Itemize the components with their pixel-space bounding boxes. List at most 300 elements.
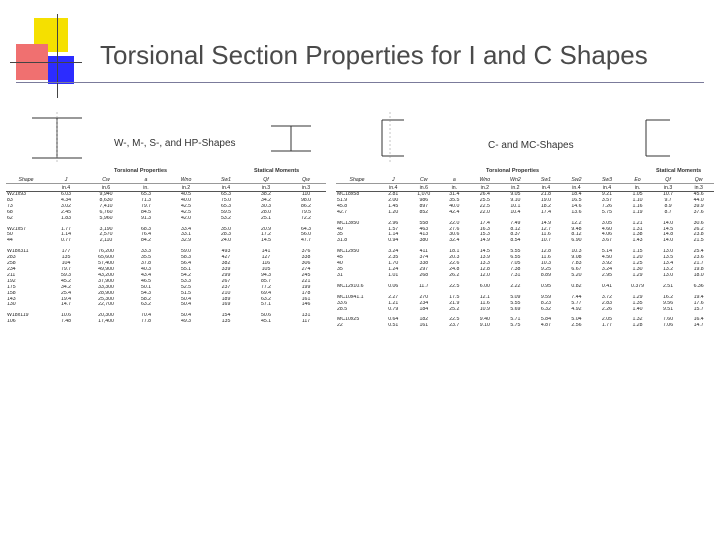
right-table-family-title: C- and MC-Shapes — [488, 140, 574, 151]
column-header: J — [378, 176, 409, 184]
value-cell: 5.14 — [601, 249, 613, 255]
column-header: a — [439, 176, 470, 184]
value-cell: 7.48 — [60, 319, 72, 325]
column-header: Wn2 — [500, 176, 531, 184]
value-cell: 9.10 — [479, 323, 490, 329]
value-cell: 297 — [419, 266, 429, 272]
value-cell: 77.2 — [260, 284, 272, 290]
value-cell: 52.5 — [180, 284, 192, 290]
value-cell: 84.5 — [140, 209, 152, 215]
shape-cell: MC12x10.6 — [337, 283, 364, 289]
value-cell: 8.9 — [664, 203, 672, 209]
shape-cell: 31.8 — [337, 238, 348, 244]
value-cell: 4.34 — [60, 197, 72, 203]
value-cell: 374 — [419, 255, 429, 261]
i-shape-diagram — [12, 108, 102, 168]
column-header: Wno — [166, 176, 206, 184]
value-cell: 20.3 — [449, 255, 460, 261]
value-cell: 7.05 — [510, 261, 521, 267]
value-cell: 1.77 — [601, 323, 613, 329]
value-cell: 7,410 — [99, 203, 113, 209]
value-cell: 22.6 — [449, 261, 460, 267]
shape-cell: 40 — [337, 226, 343, 232]
value-cell: 161 — [419, 323, 429, 329]
value-cell: 5.55 — [510, 249, 521, 255]
value-cell: 25.2 — [449, 306, 460, 312]
header-row — [6, 176, 326, 184]
value-cell: 16.4 — [693, 317, 704, 323]
value-cell: 6.55 — [510, 255, 521, 261]
value-cell: 5.75 — [510, 323, 521, 329]
column-header: Qf — [653, 176, 684, 184]
value-cell: 19.4 — [60, 296, 72, 302]
unit-header: in.4 — [378, 184, 409, 192]
value-cell: 16.3 — [479, 226, 490, 232]
value-cell: 0.51 — [388, 323, 399, 329]
value-cell: 411 — [419, 249, 428, 255]
value-cell: 413 — [419, 232, 429, 238]
unit-header: in. — [439, 184, 470, 192]
value-cell: 14.5 — [479, 249, 490, 255]
column-header: Sw2 — [561, 176, 592, 184]
shape-cell: MC13x50 — [337, 220, 360, 226]
unit-header: in.6 — [86, 184, 126, 192]
value-cell: 58.2 — [140, 296, 152, 302]
value-cell: 339 — [221, 266, 231, 272]
value-cell: 2.83 — [601, 300, 613, 306]
value-cell: 0.82 — [571, 283, 582, 289]
value-cell: 0.64 — [388, 317, 399, 323]
value-cell: 34.2 — [60, 284, 72, 290]
value-cell: 1.20 — [388, 209, 399, 215]
value-cell: 135 — [221, 319, 231, 325]
value-cell: 37,900 — [98, 278, 114, 284]
value-cell: 1.83 — [60, 215, 72, 221]
value-cell: 45.2 — [60, 278, 72, 284]
value-cell: 8.12 — [510, 226, 521, 232]
value-cell: 14.8 — [662, 232, 674, 238]
value-cell: 1.57 — [388, 226, 399, 232]
value-cell: 15.7 — [693, 306, 704, 312]
value-cell: 6.90 — [571, 238, 582, 244]
column-header: Eo — [622, 176, 653, 184]
column-header: Sw1 — [531, 176, 562, 184]
value-cell: 1.43 — [632, 238, 643, 244]
column-header: J — [46, 176, 86, 184]
value-cell: 20.9 — [260, 226, 272, 232]
value-cell: 86.2 — [300, 203, 312, 209]
value-cell: 3.24 — [388, 249, 399, 255]
unit-header: in. — [622, 184, 653, 192]
value-cell: 117 — [301, 319, 311, 325]
value-cell: 13.3 — [479, 261, 490, 267]
value-cell: 3.02 — [60, 203, 72, 209]
value-cell: 56.4 — [180, 261, 192, 267]
value-cell: 8.23 — [540, 300, 551, 306]
value-cell: 7.26 — [601, 203, 613, 209]
value-cell: 3.92 — [601, 261, 613, 267]
left-data-table — [6, 176, 326, 325]
value-cell: 12.0 — [479, 272, 490, 278]
value-cell: 4.87 — [540, 323, 551, 329]
shape-cell: 35 — [337, 266, 343, 272]
shape-cell: MC12x50 — [337, 249, 360, 255]
value-cell: 46.5 — [140, 278, 152, 284]
value-cell: 245 — [301, 272, 311, 278]
value-cell: 38.2 — [260, 191, 272, 197]
shape-cell: 45 — [337, 255, 343, 261]
left-table-panel — [6, 104, 328, 372]
value-cell: 234 — [419, 300, 429, 306]
title-divider — [16, 82, 704, 83]
value-cell: 380 — [419, 238, 429, 244]
shape-cell: 211 — [7, 272, 16, 278]
header-row — [336, 176, 714, 184]
shape-cell: 42.7 — [337, 209, 348, 215]
value-cell: 10.9 — [479, 306, 490, 312]
value-cell: 0.379 — [631, 283, 644, 289]
value-cell: 68.3 — [140, 226, 152, 232]
value-cell: 184 — [419, 306, 429, 312]
value-cell: 1.45 — [388, 203, 399, 209]
units-row — [336, 184, 714, 192]
value-cell: 65.3 — [140, 191, 152, 197]
value-cell: 338 — [301, 255, 311, 261]
value-cell: 161 — [301, 296, 311, 302]
value-cell: 5.04 — [571, 317, 582, 323]
shape-cell: W18x311 — [7, 249, 29, 255]
unit-header: in.4 — [531, 184, 562, 192]
shape-cell: 28.5 — [337, 306, 348, 312]
value-cell: 6,760 — [99, 209, 113, 215]
value-cell: 4.60 — [601, 226, 613, 232]
value-cell: 154 — [221, 313, 231, 319]
value-cell: 71.3 — [140, 197, 152, 203]
value-cell: 10.3 — [540, 261, 551, 267]
unit-header — [6, 184, 46, 192]
value-cell: 50.6 — [260, 313, 272, 319]
value-cell: 35.0 — [220, 226, 232, 232]
value-cell: 9.25 — [540, 266, 551, 272]
value-cell: 177 — [61, 249, 71, 255]
value-cell: 5.20 — [571, 272, 582, 278]
value-cell: 9.10 — [510, 197, 521, 203]
value-cell: 13.4 — [662, 261, 674, 267]
value-cell: 17.5 — [449, 294, 460, 300]
shape-cell: 45.8 — [337, 203, 348, 209]
value-cell: 1.25 — [632, 261, 643, 267]
shape-cell: 234 — [7, 266, 16, 272]
value-cell: 42.5 — [180, 209, 192, 215]
value-cell: 49,900 — [98, 266, 114, 272]
value-cell: 1.21 — [632, 220, 643, 226]
value-cell: 94.3 — [260, 272, 272, 278]
shape-cell: 73 — [7, 203, 13, 209]
value-cell: 110 — [301, 191, 311, 197]
shape-cell: MC10x41.1 — [337, 294, 364, 300]
value-cell: 21.7 — [693, 261, 704, 267]
value-cell: 5.69 — [510, 306, 521, 312]
value-cell: 1.30 — [632, 266, 643, 272]
value-cell: 2.95 — [601, 272, 613, 278]
value-cell: 12.8 — [479, 266, 490, 272]
value-cell: 47.7 — [300, 238, 312, 244]
value-cell: 19.0 — [540, 197, 551, 203]
value-cell: 58.3 — [180, 255, 192, 261]
value-cell: 40.0 — [449, 203, 460, 209]
value-cell: 76,200 — [98, 249, 114, 255]
value-cell: 23.6 — [693, 255, 704, 261]
left-table-header — [6, 104, 328, 174]
value-cell: 4.92 — [571, 306, 582, 312]
value-cell: 45.6 — [693, 191, 704, 197]
value-cell: 37.6 — [693, 209, 704, 215]
value-cell: 98.0 — [300, 197, 312, 203]
column-header: Sw1 — [206, 176, 246, 184]
value-cell: 21.8 — [540, 191, 551, 197]
value-cell: 1.05 — [632, 191, 643, 197]
unit-header: in.3 — [246, 184, 286, 192]
value-cell: 182 — [419, 317, 429, 323]
shape-cell: 40 — [337, 261, 343, 267]
unit-header: in.4 — [46, 184, 86, 192]
unit-header — [336, 184, 378, 192]
shape-cell: 50 — [7, 232, 13, 238]
value-cell: 14.7 — [60, 302, 72, 308]
value-cell: 7.31 — [510, 272, 521, 278]
value-cell: 53.2 — [220, 215, 232, 221]
value-cell: 25.5 — [479, 197, 490, 203]
value-cell: 85.7 — [260, 278, 272, 284]
value-cell: 28.3 — [220, 232, 232, 238]
value-cell: 9.48 — [571, 226, 582, 232]
column-header: Shape — [6, 176, 46, 184]
column-header: Wno — [470, 176, 501, 184]
value-cell: 2.05 — [601, 317, 613, 323]
value-cell: 1.40 — [632, 306, 643, 312]
value-cell: 116 — [261, 261, 271, 267]
value-cell: 45.1 — [260, 319, 272, 325]
value-cell: 1.29 — [632, 272, 643, 278]
value-cell: 135 — [61, 255, 71, 261]
value-cell: 0.95 — [540, 283, 551, 289]
value-cell: 427 — [221, 255, 231, 261]
channel-shape-diagram — [342, 106, 442, 170]
value-cell: 24.0 — [220, 238, 232, 244]
value-cell: 5.77 — [571, 300, 582, 306]
value-cell: 1.28 — [632, 323, 643, 329]
value-cell: 9.56 — [662, 300, 674, 306]
value-cell: 9.05 — [510, 191, 521, 197]
value-cell: 57.1 — [260, 302, 272, 308]
value-cell: 274 — [301, 266, 311, 272]
value-cell: 0.77 — [60, 238, 72, 244]
value-cell: 0.06 — [388, 283, 399, 289]
value-cell: 1.70 — [388, 261, 399, 267]
shape-cell: 62 — [7, 215, 13, 221]
value-cell: 11.6 — [541, 255, 551, 261]
value-cell: 463 — [419, 226, 429, 232]
value-cell: 13.9 — [479, 255, 490, 261]
value-cell: 1.20 — [632, 255, 643, 261]
table-row — [336, 323, 714, 329]
value-cell: 268 — [419, 272, 429, 278]
value-cell: 1.35 — [632, 300, 643, 306]
value-cell: 237 — [221, 284, 231, 290]
value-cell: 32.4 — [449, 238, 460, 244]
value-cell: 64.3 — [300, 226, 312, 232]
shape-cell: 175 — [7, 284, 16, 290]
value-cell: 26.4 — [479, 191, 490, 197]
value-cell: 54.2 — [180, 272, 192, 278]
value-cell: 17,400 — [98, 319, 114, 325]
value-cell: 12.2 — [571, 220, 582, 226]
value-cell: 4.06 — [601, 232, 613, 238]
value-cell: 18.0 — [693, 272, 704, 278]
value-cell: 210 — [221, 290, 231, 296]
value-cell: 3.24 — [601, 266, 613, 272]
value-cell: 22.5 — [449, 317, 460, 323]
value-cell: 8.37 — [510, 232, 521, 238]
value-cell: 14.6 — [571, 203, 582, 209]
value-cell: 2.22 — [510, 283, 521, 289]
value-cell: 42.4 — [449, 209, 460, 215]
shape-cell: W21x57 — [7, 226, 27, 232]
value-cell: 2.81 — [388, 191, 399, 197]
value-cell: 19.4 — [693, 294, 704, 300]
value-cell: 14.9 — [540, 220, 551, 226]
value-cell: 10.3 — [571, 249, 582, 255]
value-cell: 6.36 — [693, 283, 704, 289]
value-cell: 65.3 — [220, 191, 232, 197]
value-cell: 0.94 — [388, 238, 399, 244]
value-cell: 0.79 — [388, 306, 399, 312]
value-cell: 986 — [419, 197, 429, 203]
decor-blue-square — [48, 56, 74, 84]
value-cell: 22.5 — [479, 203, 490, 209]
value-cell: 76.4 — [140, 232, 152, 238]
value-cell: 17.2 — [260, 232, 272, 238]
unit-header: in.4 — [592, 184, 623, 192]
value-cell: 1.14 — [60, 232, 72, 238]
value-cell: 338 — [419, 261, 429, 267]
value-cell: 49.3 — [180, 319, 192, 325]
value-cell: 79.5 — [300, 209, 312, 215]
value-cell: 59.5 — [220, 209, 232, 215]
value-cell: 2.45 — [60, 209, 72, 215]
shape-cell: 106 — [7, 319, 16, 325]
unit-header: in.6 — [409, 184, 440, 192]
value-cell: 169 — [221, 302, 231, 308]
shape-cell: 44 — [7, 238, 13, 244]
value-cell: 852 — [419, 209, 429, 215]
value-cell: 19.8 — [693, 266, 704, 272]
value-cell: 72.2 — [300, 215, 312, 221]
value-cell: 13.6 — [571, 209, 582, 215]
value-cell: 382 — [221, 261, 231, 267]
unit-header: in.2 — [166, 184, 206, 192]
value-cell: 18.4 — [571, 191, 582, 197]
slide-title: Torsional Section Properties for I and C Shapes — [100, 40, 648, 70]
value-cell: 9.59 — [540, 294, 551, 300]
value-cell: 16.5 — [571, 197, 582, 203]
value-cell: 131 — [301, 313, 311, 319]
value-cell: 2.35 — [388, 255, 399, 261]
value-cell: 270 — [419, 294, 429, 300]
value-cell: 35.5 — [140, 255, 152, 261]
value-cell: 30.3 — [260, 203, 272, 209]
shape-cell: W18x119 — [7, 313, 29, 319]
value-cell: 14.9 — [479, 238, 490, 244]
value-cell: 5,960 — [99, 215, 113, 221]
value-cell: 34.2 — [260, 197, 272, 203]
shape-cell: 143 — [7, 296, 16, 302]
value-cell: 13.0 — [662, 272, 674, 278]
channel-flange-diagram — [616, 106, 696, 170]
value-cell: 7.60 — [662, 317, 674, 323]
value-cell: 9.21 — [601, 191, 613, 197]
unit-header: in. — [126, 184, 166, 192]
value-cell: 7.44 — [571, 294, 582, 300]
column-header: Qw — [683, 176, 714, 184]
value-cell: 13.0 — [662, 249, 674, 255]
column-header: Qf — [246, 176, 286, 184]
value-cell: 8.54 — [510, 238, 521, 244]
value-cell: 14.5 — [260, 238, 272, 244]
column-header: Cw — [86, 176, 126, 184]
value-cell: 5.75 — [601, 209, 613, 215]
value-cell: 26.2 — [693, 226, 704, 232]
value-cell: 35.5 — [449, 197, 460, 203]
value-cell: 2.56 — [571, 323, 582, 329]
unit-header: in.4 — [206, 184, 246, 192]
value-cell: 1.14 — [388, 232, 399, 238]
value-cell: 31.4 — [449, 191, 460, 197]
value-cell: 5.09 — [510, 294, 521, 300]
value-cell: 127 — [261, 255, 271, 261]
value-cell: 40.0 — [180, 197, 192, 203]
value-cell: 9,940 — [99, 191, 113, 197]
value-cell: 18.2 — [540, 203, 551, 209]
value-cell: 59.3 — [60, 272, 72, 278]
value-cell: 5.84 — [540, 317, 551, 323]
value-cell: 105 — [261, 266, 271, 272]
value-cell: 5.71 — [510, 317, 521, 323]
value-cell: 306 — [301, 261, 311, 267]
value-cell: 493 — [221, 249, 231, 255]
value-cell: 9.51 — [662, 306, 674, 312]
value-cell: 2,110 — [99, 238, 113, 244]
shape-cell: 68 — [7, 209, 13, 215]
value-cell: 12.7 — [540, 226, 551, 232]
column-header: Qw — [286, 176, 326, 184]
value-cell: 1.21 — [388, 300, 399, 306]
value-cell: 199 — [301, 284, 311, 290]
value-cell: 65,600 — [98, 255, 114, 261]
value-cell: 104 — [61, 261, 71, 267]
value-cell: 63.2 — [260, 296, 272, 302]
value-cell: 1.77 — [60, 226, 72, 232]
value-cell: 1.31 — [632, 226, 643, 232]
unit-header: in.2 — [470, 184, 501, 192]
value-cell: 10.6 — [60, 313, 72, 319]
value-cell: 1.29 — [632, 294, 643, 300]
value-cell: 43,200 — [98, 272, 114, 278]
value-cell: 8,630 — [99, 197, 113, 203]
right-group-statical: Statical Moments — [656, 168, 702, 174]
value-cell: 22.0 — [479, 209, 490, 215]
value-cell: 57,400 — [98, 261, 114, 267]
